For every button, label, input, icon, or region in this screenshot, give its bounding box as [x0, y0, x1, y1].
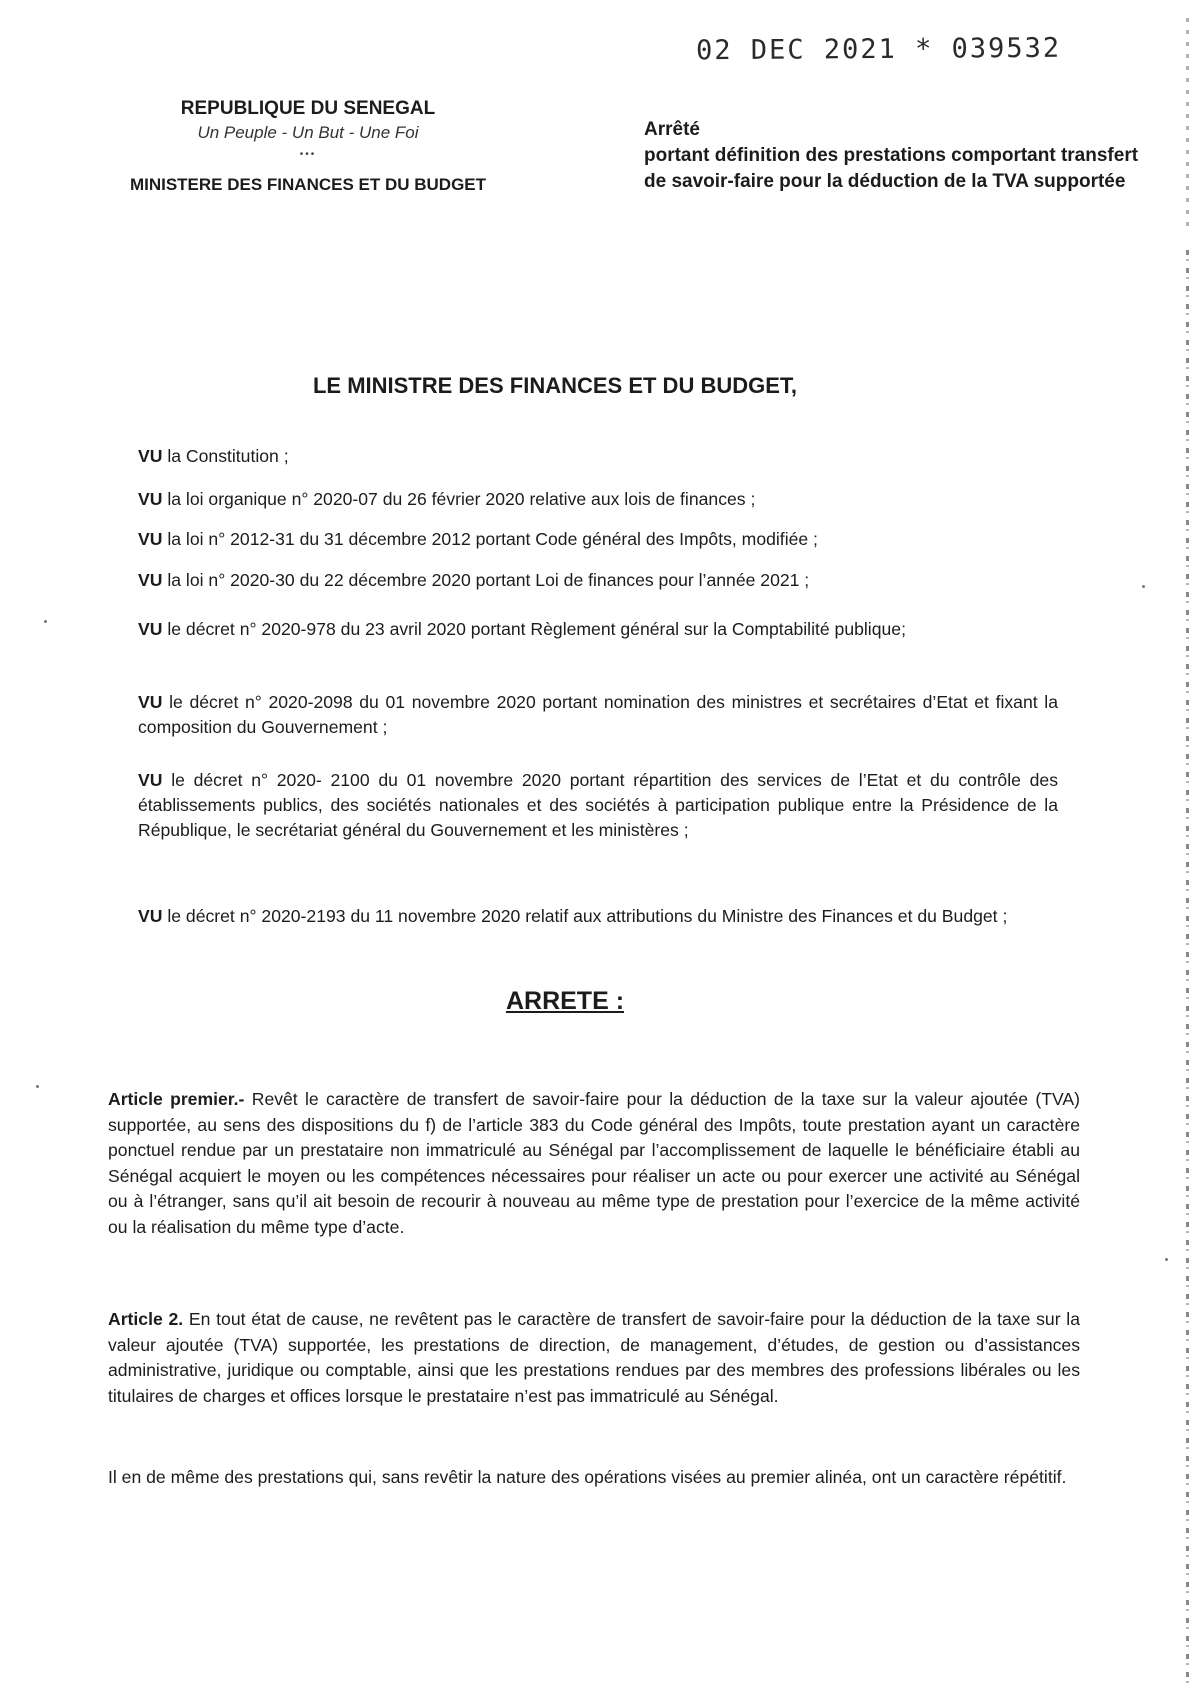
- vu-label: VU: [138, 529, 163, 549]
- arrete-heading: [644, 117, 1164, 195]
- vu-label: VU: [138, 906, 163, 926]
- article-paragraph: [108, 1087, 1080, 1240]
- consideration-item: [138, 444, 1058, 469]
- scan-speck: [44, 620, 47, 623]
- national-motto: Un Peuple - Un But - Une Foi: [197, 123, 419, 142]
- consideration-item: [138, 609, 1058, 649]
- header-separator: •••: [299, 149, 317, 160]
- consideration-text: la loi organique n° 2020-07 du 26 février 2020 relative aux lois de finances ;: [167, 489, 756, 509]
- consideration-item: [138, 690, 1058, 740]
- consideration-item: [138, 568, 1058, 593]
- closing-paragraph: Il en de même des prestations qui, sans revêtir la nature des opérations visées au premier alinéa, ont un caractère répétitif.: [108, 1467, 1067, 1487]
- vu-label: VU: [138, 570, 163, 590]
- article-text: En tout état de cause, ne revêtent pas le caractère de transfert de savoir-faire pour la déduction de la taxe sur la valeur ajoutée (TVA) supportée, les prestations de direction, de management, d’études, de gestion ou d’assistances administrative, juridique ou comptable, ainsi que les prestations rendues par des membres des professions libérales ou les titulaires de charges et offices lorsque le prestataire n’est pas immatriculé au Sénégal.: [108, 1309, 1080, 1406]
- article-label: Article premier.-: [108, 1089, 245, 1109]
- decision-heading: ARRETE :: [505, 987, 625, 1015]
- issuer-header: [128, 98, 488, 198]
- republic-name: REPUBLIQUE DU SENEGAL: [180, 98, 436, 119]
- consideration-item: [138, 904, 1058, 929]
- vu-label: VU: [138, 692, 163, 712]
- scan-speck: [1165, 1258, 1168, 1261]
- consideration-text: le décret n° 2020-978 du 23 avril 2020 portant Règlement général sur la Comptabilité publique;: [167, 619, 906, 639]
- scan-edge-artifact-top: [1186, 18, 1189, 228]
- consideration-item: [138, 487, 1058, 512]
- consideration-text: le décret n° 2020-2193 du 11 novembre 2020 relatif aux attributions du Ministre des Finances et du Budget ;: [167, 906, 1008, 926]
- vu-label: VU: [138, 489, 163, 509]
- scan-speck: [1142, 585, 1145, 588]
- consideration-text: la loi n° 2012-31 du 31 décembre 2012 portant Code général des Impôts, modifiée ;: [167, 529, 818, 549]
- vu-label: VU: [138, 770, 163, 790]
- arrete-label: Arrêté: [644, 119, 700, 140]
- consideration-item: [138, 768, 1058, 843]
- article-paragraph: [108, 1307, 1080, 1409]
- registration-stamp: 02 DEC 2021 * 039532: [695, 32, 1062, 67]
- page-title: LE MINISTRE DES FINANCES ET DU BUDGET,: [312, 373, 798, 398]
- scan-speck: [36, 1085, 39, 1088]
- vu-label: VU: [138, 446, 163, 466]
- article-label: Article 2.: [108, 1309, 184, 1329]
- consideration-item: [138, 527, 1058, 552]
- arrete-subject: portant définition des prestations comportant transfert de savoir-faire pour la déduction de la TVA supportée: [644, 145, 1139, 192]
- scan-edge-artifact: [1186, 250, 1189, 1690]
- ministry-name: MINISTERE DES FINANCES ET DU BUDGET: [129, 175, 487, 194]
- consideration-text: la loi n° 2020-30 du 22 décembre 2020 portant Loi de finances pour l’année 2021 ;: [167, 570, 810, 590]
- consideration-text: le décret n° 2020-2098 du 01 novembre 2020 portant nomination des ministres et secrétaires d’Etat et fixant la composition du Gouvernement ;: [138, 692, 1058, 737]
- consideration-text: le décret n° 2020- 2100 du 01 novembre 2020 portant répartition des services de l’Etat et du contrôle des établissements publics, des sociétés nationales et des sociétés à participation publique entre la Présidence de la République, le secrétariat général du Gouvernement et les ministères ;: [138, 770, 1059, 840]
- consideration-text: la Constitution ;: [167, 446, 289, 466]
- article-text: Revêt le caractère de transfert de savoir-faire pour la déduction de la taxe sur la valeur ajoutée (TVA) supportée, au sens des dispositions du f) de l’article 383 du Code général des Impôts, toute prestation ayant un caractère ponctuel rendue par un prestataire non immatriculé au Sénégal par l’accomplissement de laquelle le bénéficiaire établi au Sénégal acquiert le moyen ou les compétences nécessaires pour réaliser un acte ou pour exercer une activité au Sénégal ou à l’étranger, sans qu’il ait besoin de recourir à nouveau au même type de prestation pour l’exercice de la même activité ou la réalisation du même type d’acte.: [108, 1089, 1080, 1237]
- vu-label: VU: [138, 619, 163, 639]
